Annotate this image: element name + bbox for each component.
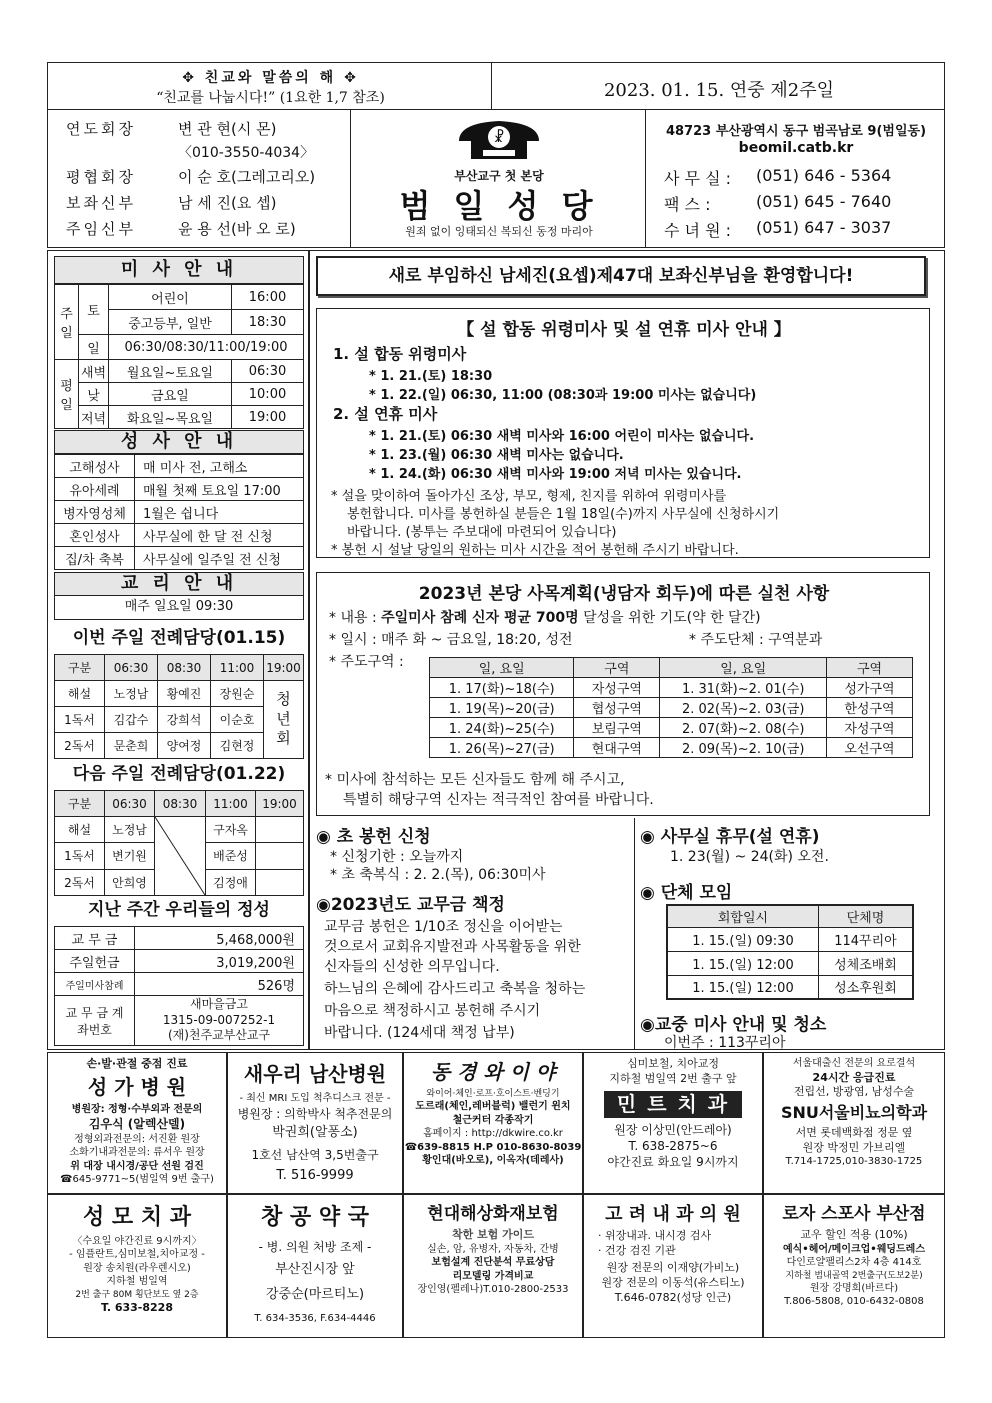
mass-time: 06:30 bbox=[232, 360, 304, 383]
ad-line: 지하철 범일역 bbox=[106, 1276, 168, 1288]
liturgy-person: 구자옥 bbox=[206, 817, 256, 843]
liturgy-person: 변기원 bbox=[105, 843, 155, 869]
lunar-note: * 봉헌 시 설날 당일의 원하는 미사 시간을 적어 봉헌해 주시기 바랍니다. bbox=[331, 543, 739, 558]
officer-role: 연도회장 bbox=[66, 120, 136, 138]
motto-quote: “친교를 나눕시다!” (1요한 1,7 참조) bbox=[156, 90, 385, 106]
contact-value: (051) 645 - 7640 bbox=[756, 192, 892, 211]
parish-website[interactable]: beomil.catb.kr bbox=[738, 140, 854, 156]
liturgy-head: 구분 bbox=[55, 655, 105, 681]
header-motto-box bbox=[47, 62, 492, 110]
ad-line: 지하철 범내골역 2번출구(도보2분) bbox=[785, 1270, 923, 1281]
officer-role: 주임신부 bbox=[66, 220, 136, 238]
liturgy-role: 1독서 bbox=[55, 843, 105, 869]
account-holder: (재)천주교부산교구 bbox=[167, 1028, 271, 1043]
sunday-day-label: 일 bbox=[79, 335, 109, 360]
area-district: 자성구역 bbox=[574, 678, 660, 698]
officer-name: 남 세 진(요 셉) bbox=[178, 194, 277, 212]
liturgy-person: 김정애 bbox=[206, 869, 256, 895]
lunar-note: * 설을 맞이하여 돌아가신 조상, 부모, 형제, 친지를 위하여 위령미사를 bbox=[331, 489, 727, 504]
liturgy-person: 양여정 bbox=[158, 733, 211, 759]
mass-slot: 새벽 bbox=[79, 360, 109, 383]
account-bank: 새마을금고 bbox=[190, 997, 248, 1012]
sacrament-name: 고해성사 bbox=[55, 455, 135, 478]
offering-amount: 5,468,000원 bbox=[135, 927, 304, 950]
sacrament-info: 1월은 쉽니다 bbox=[135, 501, 304, 524]
ad-title: 고 려 내 과 의 원 bbox=[605, 1204, 741, 1225]
liturgy-role: 해설 bbox=[55, 817, 105, 843]
office-closed-text: 1. 23(월) ~ 24(화) 오전. bbox=[670, 849, 829, 865]
ad-line: · 위장내과. 내시경 검사 bbox=[598, 1229, 712, 1243]
area-head: 일, 요일 bbox=[660, 658, 827, 678]
dues-title: ◉2023년도 교무금 책정 bbox=[316, 895, 505, 915]
ad-line: T. 633-8228 bbox=[101, 1300, 173, 1314]
sacrament-name: 병자영성체 bbox=[55, 501, 135, 524]
area-district: 오선구역 bbox=[827, 738, 913, 758]
ad-line: 예식•헤어/메이크업•웨딩드레스 bbox=[782, 1243, 925, 1255]
liturgy-role: 2독서 bbox=[55, 733, 105, 759]
account-label: 교 무 금 계좌번호 bbox=[65, 1005, 124, 1037]
area-head: 구역 bbox=[574, 658, 660, 678]
pastoral-schedule: * 일시 : 매주 화 ~ 금요일, 18:20, 성전 bbox=[329, 632, 573, 648]
area-dates: 2. 09(목)~2. 10(금) bbox=[660, 738, 827, 758]
offering-title: 지난 주간 우리들의 정성 bbox=[88, 900, 270, 920]
mass-slot: 저녁 bbox=[79, 406, 109, 429]
liturgy-head: 06:30 bbox=[105, 655, 158, 681]
ad-line: 1호선 남산역 3,5번출구 bbox=[251, 1148, 379, 1163]
motto-title: ✥ 친교와 말씀의 해 ✥ bbox=[182, 70, 359, 86]
doctrine-schedule: 매주 일요일 09:30 bbox=[54, 596, 304, 620]
groups-table bbox=[666, 904, 914, 1000]
parish-name: 범 일 성 당 bbox=[399, 187, 599, 225]
group-meeting-time: 1. 15.(일) 12:00 bbox=[667, 951, 818, 975]
liturgy-person: 배준성 bbox=[206, 843, 256, 869]
parish-emblem-icon bbox=[457, 119, 541, 163]
ad-line: ☎645-9771~5(범일역 9번 출구) bbox=[60, 1174, 214, 1186]
mass-cleaning-title: ◉교중 미사 안내 및 청소 bbox=[640, 1015, 827, 1035]
ad-line: 2번 출구 80M 횡단보도 옆 2층 bbox=[75, 1289, 199, 1300]
offering-amount: 526명 bbox=[135, 973, 304, 996]
ad-line: 부산진시장 앞 bbox=[275, 1261, 355, 1277]
mass-time: 16:00 bbox=[232, 285, 304, 310]
ad-line: 소화기내과전문의: 류서우 원장 bbox=[69, 1147, 205, 1159]
liturgy-person: 장원순 bbox=[211, 681, 264, 707]
mass-time: 10:00 bbox=[232, 383, 304, 406]
area-dates: 1. 19(목)~20(금) bbox=[430, 698, 574, 718]
liturgy-person: 강희석 bbox=[158, 707, 211, 733]
candle-line: * 신청기한 : 오늘까지 bbox=[330, 849, 464, 865]
ad-snu-urology[interactable] bbox=[763, 1052, 945, 1194]
lunar-section-1: 1. 설 합동 위령미사 bbox=[333, 345, 467, 363]
offering-amount: 3,019,200원 bbox=[135, 950, 304, 973]
candle-title: ◉ 초 봉헌 신청 bbox=[316, 827, 431, 847]
ad-line: 와이어·체인·로프·호이스트·벤딩기 bbox=[426, 1089, 560, 1099]
mass-days: 화요일~목요일 bbox=[109, 406, 232, 429]
group-name: 성소후원회 bbox=[818, 975, 913, 999]
lunar-item: * 1. 21.(토) 18:30 bbox=[369, 369, 493, 384]
offering-label: 주일헌금 bbox=[55, 950, 135, 973]
ad-title: 민 트 치 과 bbox=[604, 1091, 742, 1118]
area-head: 일, 요일 bbox=[430, 658, 574, 678]
area-dates: 1. 24(화)~25(수) bbox=[430, 718, 574, 738]
weekday-label: 평일 bbox=[55, 360, 79, 429]
contact-label: 사 무 실 : bbox=[664, 169, 732, 188]
lunar-section-2: 2. 설 연휴 미사 bbox=[333, 405, 438, 423]
lunar-item: * 1. 22.(일) 06:30, 11:00 (08:30과 19:00 미사는 없습니다) bbox=[369, 388, 757, 403]
dues-line: 것으로서 교회유지발전과 사목활동을 위한 bbox=[324, 939, 581, 955]
lunar-note: 바랍니다. (봉투는 주보대에 마련되어 있습니다) bbox=[347, 525, 617, 540]
youth-group: 청년회 bbox=[276, 690, 291, 748]
offering-label: 교 무 금 bbox=[55, 927, 135, 950]
liturgy-person: 노정남 bbox=[105, 681, 158, 707]
mass-days: 월요일~토요일 bbox=[109, 360, 232, 383]
ad-line: - 임플란트,심미보철,치아교정 - bbox=[69, 1249, 205, 1261]
ad-line: 병원장: 정형·수부외과 전문의 bbox=[71, 1103, 203, 1115]
ad-line: 김우식 (알렉산델) bbox=[88, 1117, 186, 1132]
ad-rosa-sposa[interactable] bbox=[763, 1194, 945, 1338]
mass-cleaning-text: 이번주 : 113꾸리아 bbox=[664, 1035, 786, 1051]
liturgy-person: 황예진 bbox=[158, 681, 211, 707]
area-dates: 2. 07(화)~2. 08(수) bbox=[660, 718, 827, 738]
ad-line: 원장 박정민 가브리엘 bbox=[802, 1140, 906, 1154]
pastoral-area-table bbox=[429, 657, 913, 758]
sacrament-name: 집/차 축복 bbox=[55, 547, 135, 570]
ad-lead: 손·발·관절 중점 진료 bbox=[86, 1057, 188, 1070]
area-dates: 1. 17(화)~18(수) bbox=[430, 678, 574, 698]
area-district: 현대구역 bbox=[574, 738, 660, 758]
sacrament-info: 사무실에 일주일 전 신청 bbox=[135, 547, 304, 570]
group-name: 성체조배회 bbox=[818, 951, 913, 975]
pastoral-content-rest: 달성을 위한 기도(약 한 달간) bbox=[583, 610, 761, 626]
pastoral-plan-box bbox=[316, 572, 930, 816]
ad-title: 동 경 와 이 야 bbox=[430, 1060, 556, 1084]
lunar-item: * 1. 24.(화) 06:30 새벽 미사와 19:00 저녁 미사는 있습니다. bbox=[369, 467, 742, 482]
liturgy-head: 11:00 bbox=[211, 655, 264, 681]
sacrament-name: 유아세례 bbox=[55, 478, 135, 501]
ad-lead: 전립선, 방광염, 남성수술 bbox=[793, 1085, 915, 1099]
dues-line: 신자들의 신성한 의무입니다. bbox=[324, 959, 500, 975]
sacrament-name: 혼인성사 bbox=[55, 524, 135, 547]
dues-line: 교무금 봉헌은 1/10조 정신을 이어받는 bbox=[324, 919, 563, 935]
ad-line: 원장 전문의 이재양(가비노) bbox=[606, 1260, 740, 1274]
ad-title: 성 가 병 원 bbox=[87, 1074, 187, 1099]
liturgy-person: 안희영 bbox=[105, 869, 155, 895]
liturgy-this-table bbox=[54, 654, 304, 759]
liturgy-head: 19:00 bbox=[264, 655, 304, 681]
officer-name: 변 관 현(시 몬) bbox=[178, 120, 277, 138]
ad-goryeo-clinic[interactable] bbox=[583, 1194, 763, 1338]
ad-line: 도르래(체인,레버블럭) 밸런기 윈치 bbox=[415, 1101, 571, 1113]
area-district: 협성구역 bbox=[574, 698, 660, 718]
ad-line: 실손, 암, 유병자, 자동차, 간병 bbox=[427, 1243, 559, 1255]
ad-lead: 24시간 응급진료 bbox=[812, 1070, 896, 1084]
liturgy-person: 이순호 bbox=[211, 707, 264, 733]
groups-title: ◉ 단체 모임 bbox=[640, 883, 733, 903]
lunar-item: * 1. 23.(월) 06:30 새벽 미사는 없습니다. bbox=[369, 448, 624, 463]
officer-name: 윤 용 선(바 오 로) bbox=[178, 220, 296, 238]
candle-line: * 초 축복식 : 2. 2.(목), 06:30미사 bbox=[330, 867, 546, 883]
mass-name: 중고등부, 일반 bbox=[109, 310, 232, 335]
liturgy-head: 구분 bbox=[55, 791, 105, 817]
area-dates: 2. 02(목)~2. 03(금) bbox=[660, 698, 827, 718]
dues-line: 마음으로 책정하시고 봉헌해 주시기 bbox=[324, 1003, 541, 1019]
ad-line: 원장 강명희(바르다) bbox=[809, 1282, 899, 1294]
offering-label: 주일미사참례 bbox=[55, 973, 135, 996]
ad-line: · 건강 검진 기관 bbox=[598, 1244, 676, 1258]
ad-line: T. 638-2875~6 bbox=[628, 1138, 718, 1153]
liturgy-head: 06:30 bbox=[105, 791, 155, 817]
liturgy-person: 김현정 bbox=[211, 733, 264, 759]
dues-line: 하느님의 은혜에 감사드리고 축복을 청하는 bbox=[324, 981, 586, 997]
mass-time: 18:30 bbox=[232, 310, 304, 335]
officer-phone: 〈010-3550-4034〉 bbox=[178, 145, 315, 161]
ad-line: T.806-5808, 010-6432-0808 bbox=[784, 1296, 924, 1308]
parish-address: 48723 부산광역시 동구 범곡남로 9(범일동) bbox=[665, 124, 927, 139]
header-info-box bbox=[47, 110, 945, 248]
area-district: 보림구역 bbox=[574, 718, 660, 738]
pastoral-footer: * 미사에 참석하는 모든 신자들도 함께 해 주시고, bbox=[325, 772, 625, 788]
officer-name: 이 순 호(그레고리오) bbox=[178, 168, 316, 186]
saturday-label: 토 bbox=[79, 285, 109, 335]
liturgy-person: 문춘희 bbox=[105, 733, 158, 759]
doctrine-title: 교 리 안 내 bbox=[54, 572, 304, 596]
group-meeting-time: 1. 15.(일) 12:00 bbox=[667, 975, 818, 999]
liturgy-head: 08:30 bbox=[158, 655, 211, 681]
ad-line: 서면 롯데백화점 정문 옆 bbox=[795, 1125, 913, 1139]
welcome-banner: 새로 부임하신 남세진(요셉)제47대 보좌신부님을 환영합니다! bbox=[316, 256, 926, 296]
lunar-item: * 1. 21.(토) 06:30 새벽 미사와 16:00 어린이 미사는 없습니다. bbox=[369, 429, 755, 444]
ad-line: - 병. 의원 처방 조제 - bbox=[258, 1239, 372, 1254]
ad-line: T.646-0782(성당 인근) bbox=[614, 1290, 732, 1304]
ad-dongkyung-wire[interactable] bbox=[403, 1052, 583, 1194]
pastoral-goal: 주일미사 참례 신자 평균 700명 bbox=[381, 610, 579, 626]
ad-line: ☎639-8815 H.P 010-8630-8039 bbox=[404, 1141, 582, 1153]
ad-line: 원장 이상민(안드레아) bbox=[614, 1122, 732, 1137]
pastoral-content-label: * 내용 : bbox=[329, 610, 377, 626]
ad-line: 홈페이지 : http://dkwire.co.kr bbox=[423, 1128, 563, 1140]
liturgy-person: 노정남 bbox=[105, 817, 155, 843]
ad-line: 착한 보험 가이드 bbox=[451, 1227, 535, 1241]
liturgy-head: 08:30 bbox=[155, 791, 206, 817]
account-number: 1315-09-007252-1 bbox=[162, 1012, 276, 1027]
sacrament-table bbox=[54, 454, 304, 570]
liturgy-role: 2독서 bbox=[55, 869, 105, 895]
column-divider bbox=[634, 818, 635, 1050]
contact-label: 수 녀 원 : bbox=[664, 221, 732, 240]
ad-line: - 최신 MRI 도입 척추디스크 전문 - bbox=[239, 1093, 391, 1104]
ad-line: 다인로얄팰리스2차 4층 414호 bbox=[786, 1257, 922, 1269]
liturgy-head: 19:00 bbox=[256, 791, 304, 817]
ad-line: 리모델링 가격비교 bbox=[452, 1270, 534, 1282]
liturgy-this-title: 이번 주일 전례담당(01.15) bbox=[72, 628, 286, 648]
ad-title: 새우리 남산병원 bbox=[243, 1062, 387, 1086]
ad-line: 보험설계 진단분석 무료상담 bbox=[431, 1257, 555, 1269]
pastoral-area-label: * 주도구역 : bbox=[329, 654, 404, 670]
ad-line: 황인대(바오로), 이옥자(데레사) bbox=[422, 1155, 564, 1167]
ad-line: 박권희(알퐁소) bbox=[272, 1124, 358, 1140]
area-district: 성가구역 bbox=[827, 678, 913, 698]
ad-title: 현대해상화재보험 bbox=[427, 1204, 559, 1224]
empty-slot-diagonal bbox=[155, 817, 205, 895]
ad-title: 로자 스포사 부산점 bbox=[782, 1204, 926, 1224]
mass-days: 금요일 bbox=[109, 383, 232, 406]
liturgy-next-table bbox=[54, 790, 304, 896]
lunar-note: 봉헌합니다. 미사를 봉헌하실 분들은 1월 18일(수)까지 사무실에 신청하시기 bbox=[347, 507, 780, 522]
pastoral-host: * 주도단체 : 구역분과 bbox=[689, 632, 823, 648]
area-district: 자성구역 bbox=[827, 718, 913, 738]
ad-lead: 서울대출신 전문의 요로결석 bbox=[792, 1058, 916, 1069]
ad-line: 장인영(펠레나)T.010-2800-2533 bbox=[417, 1284, 569, 1296]
officer-role: 보좌신부 bbox=[66, 194, 136, 212]
sacrament-info: 매 미사 전, 고해소 bbox=[135, 455, 304, 478]
pastoral-title: 2023년 본당 사목계획(냉담자 회두)에 따른 실천 사항 bbox=[418, 584, 830, 604]
liturgy-role: 1독서 bbox=[55, 707, 105, 733]
ad-line: 원장 송치원(라우렌시오) bbox=[83, 1262, 191, 1274]
ad-line: 원장 전문의 이동석(유스티노) bbox=[601, 1275, 745, 1289]
ad-line: 교우 할인 적용 (10%) bbox=[800, 1227, 908, 1241]
sacrament-guide-title: 성 사 안 내 bbox=[54, 430, 304, 454]
parish-tagline: 원죄 없이 잉태되신 복되신 동정 마리아 bbox=[405, 225, 593, 238]
ad-hyundai-insurance[interactable] bbox=[403, 1194, 583, 1338]
contact-label: 팩 스 : bbox=[664, 195, 711, 214]
ad-changgong-pharmacy[interactable] bbox=[227, 1194, 403, 1338]
ad-line: 강중순(마르티노) bbox=[265, 1287, 365, 1303]
group-name: 114꾸리아 bbox=[818, 927, 913, 951]
groups-head: 단체명 bbox=[818, 905, 913, 927]
ad-line: T. 516-9999 bbox=[276, 1168, 354, 1184]
ad-line: 위 대장 내시경/공단 선원 검진 bbox=[70, 1160, 204, 1172]
logo-panel bbox=[350, 109, 646, 247]
liturgy-head: 11:00 bbox=[206, 791, 256, 817]
area-dates: 1. 31(화)~2. 01(수) bbox=[660, 678, 827, 698]
sunday-label: 주일 bbox=[55, 285, 79, 360]
bulletin-date: 2023. 01. 15. 연중 제2주일 bbox=[603, 80, 835, 101]
area-head: 구역 bbox=[827, 658, 913, 678]
officer-role: 평협회장 bbox=[66, 168, 136, 186]
offering-table bbox=[54, 926, 304, 1046]
mass-guide-table bbox=[54, 284, 304, 429]
contact-value: (051) 646 - 5364 bbox=[756, 166, 892, 185]
mass-slot: 낮 bbox=[79, 383, 109, 406]
office-closed-title: ◉ 사무실 휴무(설 연휴) bbox=[640, 827, 820, 847]
lunar-mass-box bbox=[316, 308, 930, 558]
contact-value: (051) 647 - 3037 bbox=[756, 218, 892, 237]
mass-time: 19:00 bbox=[232, 406, 304, 429]
sacrament-info: 매월 첫째 토요일 17:00 bbox=[135, 478, 304, 501]
dues-line: 바랍니다. (124세대 책정 납부) bbox=[324, 1025, 515, 1041]
ad-line: 병원장 : 의학박사 척추전문의 bbox=[237, 1106, 393, 1121]
ad-line: 정형외과전문의: 서진환 원장 bbox=[74, 1133, 200, 1145]
liturgy-person: 김갑수 bbox=[105, 707, 158, 733]
ad-lead: 심미보철, 치아교정 bbox=[626, 1057, 719, 1070]
pastoral-footer: 특별히 해당구역 신자는 적극적인 참여를 바랍니다. bbox=[343, 792, 654, 808]
ad-namsan-hospital[interactable] bbox=[227, 1052, 403, 1194]
ad-line: 〈수요일 야간진료 9시까지〉 bbox=[72, 1235, 202, 1247]
ad-title: 창 공 약 국 bbox=[261, 1205, 369, 1230]
ad-seongga-hospital[interactable] bbox=[47, 1052, 227, 1194]
ad-seongmo-dental[interactable] bbox=[47, 1194, 227, 1338]
ad-lead: 지하철 범일역 2번 출구 앞 bbox=[609, 1071, 737, 1085]
area-dates: 1. 26(목)~27(금) bbox=[430, 738, 574, 758]
mass-guide-title: 미 사 안 내 bbox=[54, 256, 304, 284]
ad-title: SNU서울비뇨의학과 bbox=[780, 1103, 928, 1123]
sacrament-info: 사무실에 한 달 전 신청 bbox=[135, 524, 304, 547]
ad-mint-dental[interactable] bbox=[583, 1052, 763, 1194]
header-date-box bbox=[491, 62, 945, 110]
ad-line: T.714-1725,010-3830-1725 bbox=[785, 1156, 923, 1168]
ad-line: 철근커터 각종작기 bbox=[452, 1114, 534, 1126]
parish-subtitle: 부산교구 첫 본당 bbox=[454, 169, 544, 183]
group-meeting-time: 1. 15.(일) 09:30 bbox=[667, 927, 818, 951]
area-district: 한성구역 bbox=[827, 698, 913, 718]
ad-line: T. 634-3536, F.634-4446 bbox=[254, 1312, 376, 1324]
svg-text:☧: ☧ bbox=[493, 130, 505, 146]
sunday-mass-times: 06:30/08:30/11:00/19:00 bbox=[109, 335, 304, 360]
liturgy-role: 해설 bbox=[55, 681, 105, 707]
lunar-title: 【 설 합동 위령미사 및 설 연휴 미사 안내 】 bbox=[457, 320, 791, 340]
mass-name: 어린이 bbox=[109, 285, 232, 310]
groups-head: 회합일시 bbox=[667, 905, 818, 927]
ad-line: 야간진료 화요일 9시까지 bbox=[607, 1155, 739, 1170]
ad-title: 성 모 치 과 bbox=[83, 1205, 191, 1230]
liturgy-next-title: 다음 주일 전례담당(01.22) bbox=[72, 764, 286, 784]
